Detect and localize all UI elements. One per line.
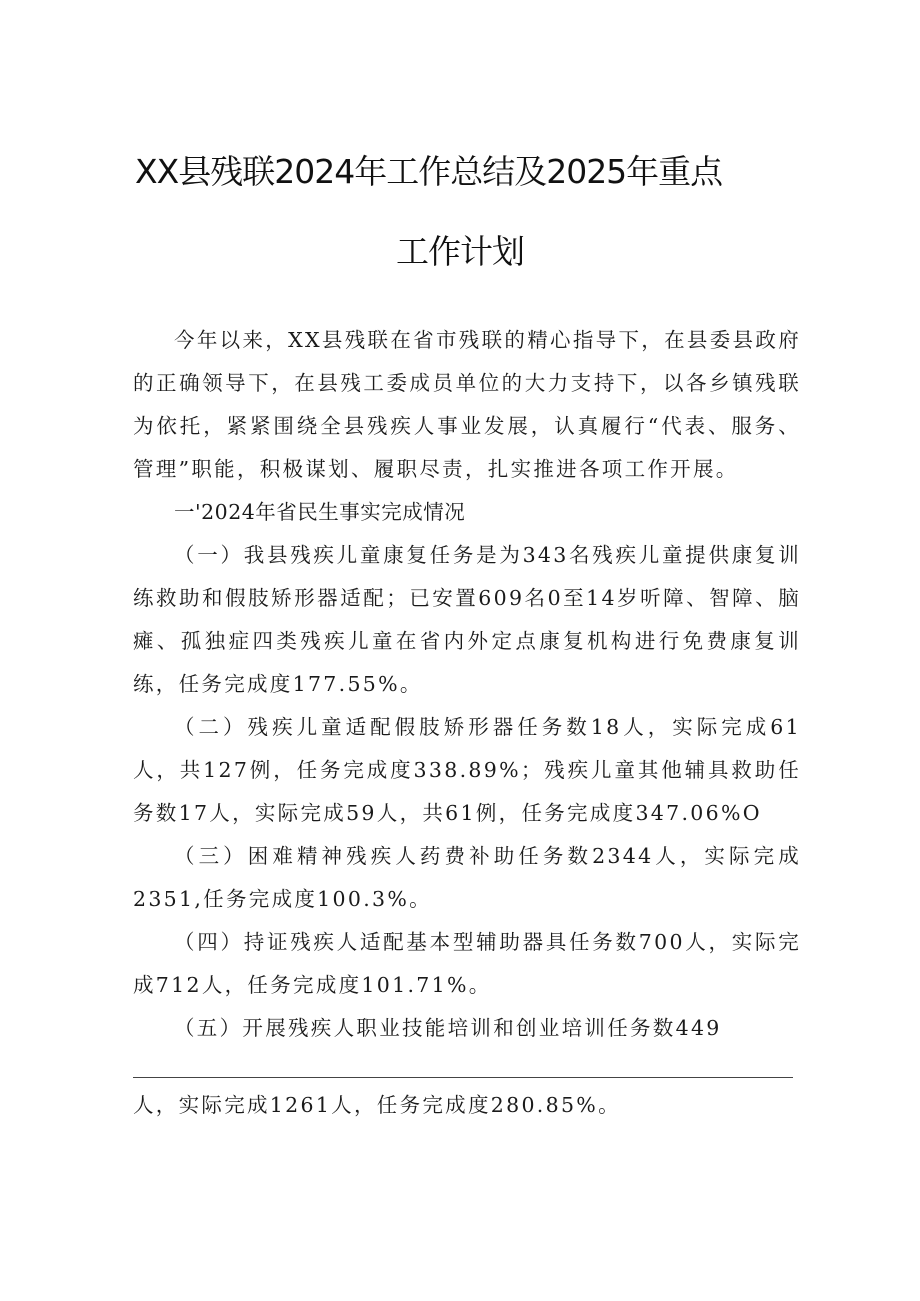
intro-paragraph: 今年以来，XX县残联在省市残联的精心指导下，在县委县政府的正确领导下，在县残工委成员单位的大力支持下，以各乡镇残联为依托，紧紧围绕全县残疾人事业发展，认真履行“代表、服务、管理”职能，积极谋划、履职尽责，扎实推进各项工作开展。 — [133, 328, 801, 481]
item-paragraph-1: （一）我县残疾儿童康复任务是为343名残疾儿童提供康复训练救助和假肢矫形器适配；已安置609名0至14岁听障、智障、脑瘫、孤独症四类残疾儿童在省内外定点康复机构进行免费康复训练，任务完成度177.55%。 — [133, 543, 801, 696]
item-paragraph-3: （三）困难精神残疾人药费补助任务数2344人，实际完成2351,任务完成度100.3%。 — [133, 844, 801, 911]
divider-line — [133, 1077, 793, 1078]
document-body — [133, 319, 801, 1050]
section-heading: 一'2024年省民生事实完成情况 — [174, 500, 466, 524]
item-paragraph-2: （二）残疾儿童适配假肢矫形器任务数18人，实际完成61人，共127例，任务完成度338.89%；残疾儿童其他辅具救助任务数17人，实际完成59人，共61例，任务完成度347.06%O — [133, 715, 801, 825]
continuation-text: 人，实际完成1261人，任务完成度280.85%。 — [133, 1093, 621, 1117]
item-paragraph-5: （五）开展残疾人职业技能培训和创业培训任务数449 — [174, 1016, 722, 1040]
item-paragraph-4: （四）持证残疾人适配基本型辅助器具任务数700人，实际完成712人，任务完成度101.71%。 — [133, 930, 801, 997]
document-title-line-1: XX县残联2024年工作总结及2025年重点 — [135, 152, 723, 191]
document-title-line-2: 工作计划 — [396, 232, 524, 271]
